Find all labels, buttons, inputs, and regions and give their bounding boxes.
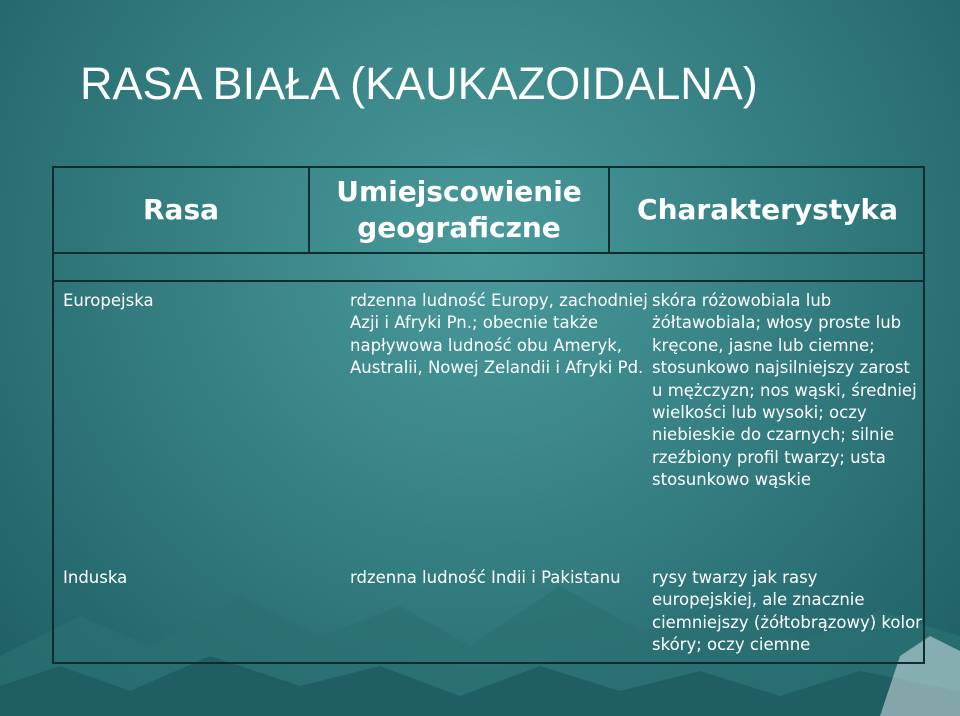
row1-umiejscowienie: rdzenna ludność Europy, zachodniej Azji i Afryki Pn.; obecnie także napływowa ludność obu Ameryk, Australii, Nowej Zelandii i Afryki Pd. <box>350 291 648 378</box>
slide-title: RASA BIAŁA (KAUKAZOIDALNA) <box>80 58 758 109</box>
row2-rasa: Induska <box>63 568 128 587</box>
header-rasa: Rasa <box>142 193 219 226</box>
row1-charakterystyka: skóra różowobiala lub żółtawobiala; włosy proste lub kręcone, jasne lub ciemne; stosunkowo najsilniejszy zarost u mężczyzn; nos wąski, średniej wielkości lub wysoki; oczy niebieskie do czarnych; silnie rzeźbiony profil twarzy; usta stosunkowo wąskie <box>652 291 917 490</box>
race-table <box>52 166 925 664</box>
row1-rasa: Europejska <box>63 291 154 310</box>
table-header-row <box>54 168 923 254</box>
row2-umiejscowienie: rdzenna ludność Indii i Pakistanu <box>350 568 621 587</box>
table-spacer-row <box>54 254 923 282</box>
row2-charakterystyka: rysy twarzy jak rasy europejskiej, ale znacznie ciemniejszy (żółtobrązowy) kolor skóry; oczy ciemne <box>652 568 922 655</box>
header-charakterystyka: Charakterystyka <box>608 168 925 252</box>
header-umiejscowienie: Umiejscowienie geograficzne <box>308 168 608 252</box>
